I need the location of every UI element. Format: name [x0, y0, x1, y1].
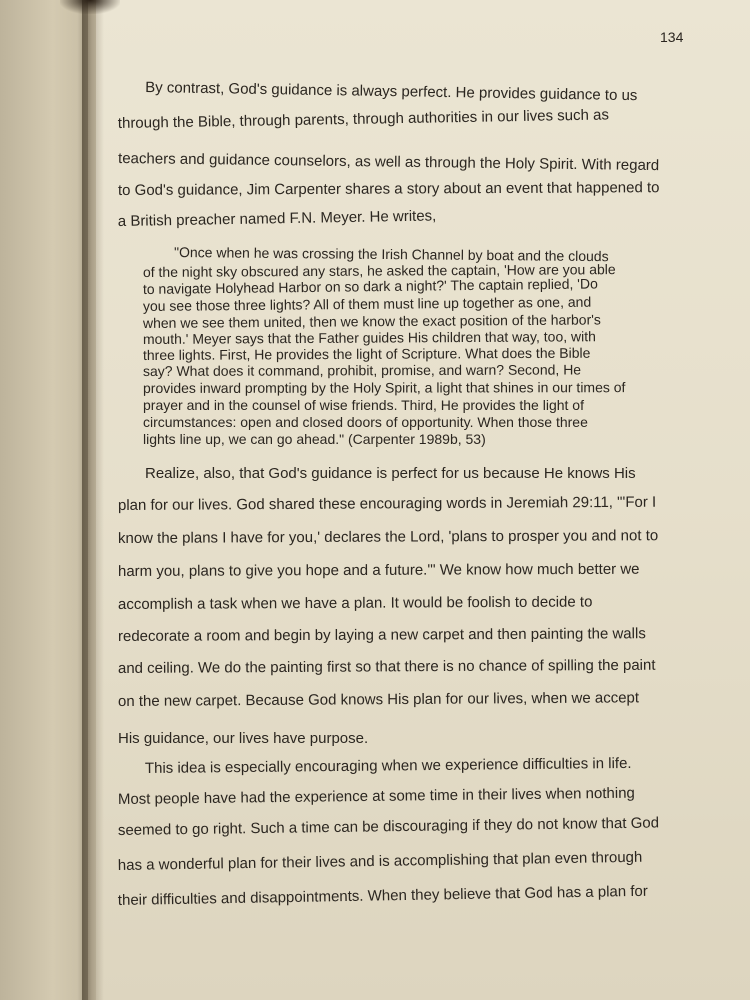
paragraph-1-line: through the Bible, through parents, through authorities in our lives such as — [117, 106, 610, 132]
block-quote-line: prayer and in the counsel of wise friends. Third, He provides the light of — [143, 397, 584, 413]
paragraph-1-line: to God's guidance, Jim Carpenter shares a story about an event that happened to — [117, 179, 660, 199]
paragraph-2-line: and ceiling. We do the painting first so that there is no chance of spilling the paint — [117, 656, 656, 677]
paragraph-2-line: accomplish a task when we have a plan. It would be foolish to decide to — [117, 593, 593, 613]
paragraph-2-line: redecorate a room and begin by laying a new carpet and then painting the walls — [117, 625, 646, 645]
paragraph-2-line: harm you, plans to give you hope and a future.'" We know how much better we — [117, 560, 640, 580]
top-shadow — [60, 0, 120, 14]
block-quote-line: three lights. First, He provides the light of Scripture. What does the Bible — [142, 344, 591, 363]
block-quote-line: to navigate Holyhead Harbor on so dark a night?' The captain replied, 'Do — [142, 275, 598, 297]
paragraph-1-line: By contrast, God's guidance is always perfect. He provides guidance to us — [145, 79, 638, 105]
block-quote-line: say? What does it command, prohibit, promise, and warn? Second, He — [142, 361, 582, 379]
paragraph-3-line: seemed to go right. Such a time can be discouraging if they do not know that God — [117, 814, 660, 839]
paragraph-2-line: on the new carpet. Because God knows His plan for our lives, when we accept — [117, 689, 640, 710]
paragraph-2-line: Realize, also, that God's guidance is perfect for us because He knows His — [145, 465, 636, 482]
block-quote-line: lights line up, we can go ahead." (Carpenter 1989b, 53) — [143, 431, 486, 447]
paragraph-3-line: has a wonderful plan for their lives and is accomplishing that plan even through — [117, 848, 643, 874]
block-quote-line: provides inward prompting by the Holy Spirit, a light that shines in our times of — [142, 379, 626, 396]
paragraph-2-line: know the plans I have for you,' declares the Lord, 'plans to prosper you and not to — [117, 527, 659, 547]
block-quote-line: circumstances: open and closed doors of opportunity. When those three — [143, 414, 588, 430]
page-number: 134 — [660, 29, 684, 45]
gutter-shadow — [82, 0, 104, 1000]
block-quote-line: of the night sky obscured any stars, he asked the captain, 'How are you able — [142, 261, 616, 280]
block-quote-line: mouth.' Meyer says that the Father guides His children that way, too, with — [142, 328, 596, 347]
paragraph-2-line: plan for our lives. God shared these encouraging words in Jeremiah 29:11, "'For I — [117, 493, 657, 514]
paragraph-3-line: This idea is especially encouraging when we experience difficulties in life. — [144, 754, 632, 777]
paragraph-1-line: a British preacher named F.N. Meyer. He writes, — [117, 207, 437, 230]
paragraph-2-line: His guidance, our lives have purpose. — [118, 730, 369, 747]
block-quote-line: when we see them united, then we know the exact position of the harbor's — [142, 311, 601, 331]
block-quote-line: "Once when he was crossing the Irish Channel by boat and the clouds — [174, 244, 609, 265]
paragraph-3-line: Most people have had the experience at some time in their lives when nothing — [117, 784, 635, 808]
paragraph-1-line: teachers and guidance counselors, as well as through the Holy Spirit. With regard — [118, 150, 660, 175]
paragraph-3-line: their difficulties and disappointments. When they believe that God has a plan for — [117, 882, 648, 909]
block-quote-line: you see those three lights? All of them must line up together as one, and — [142, 293, 592, 314]
previous-page-edge — [0, 0, 88, 1000]
